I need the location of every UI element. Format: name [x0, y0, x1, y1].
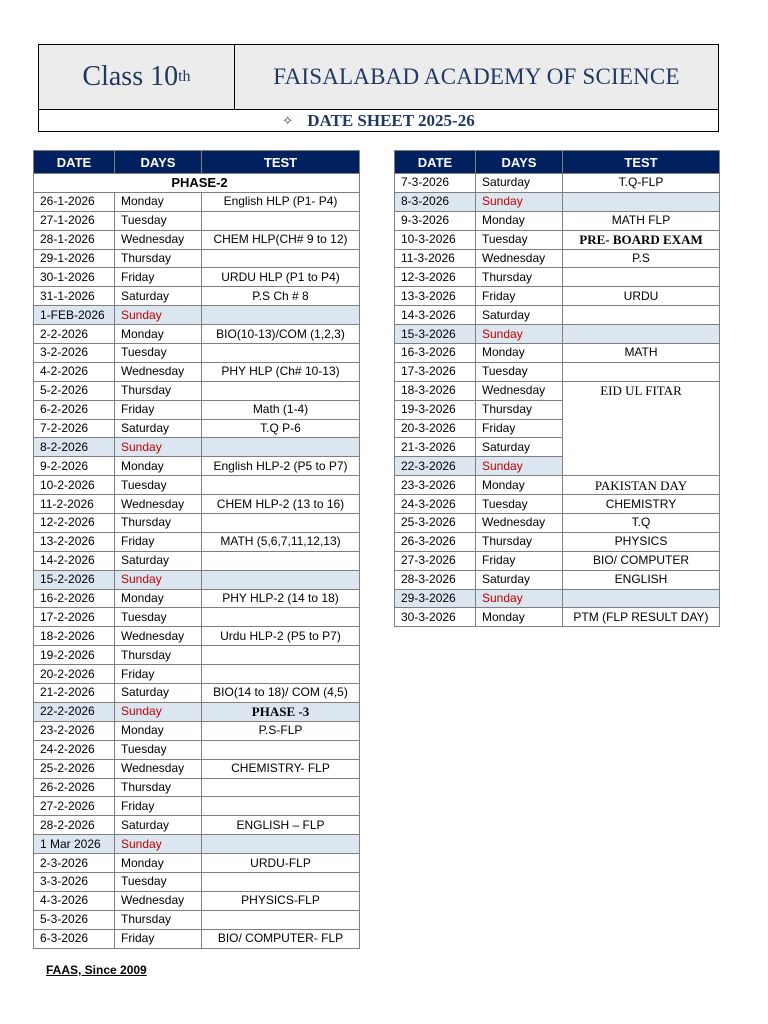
test-cell: EID UL FITAR — [563, 381, 720, 475]
day-cell: Tuesday — [476, 362, 563, 381]
date-cell: 6-2-2026 — [34, 400, 115, 419]
diamond-bullet-icon: ✧ — [282, 113, 294, 128]
table-row — [34, 344, 360, 363]
day-cell: Saturday — [115, 287, 202, 306]
test-cell: PRE- BOARD EXAM — [563, 230, 720, 249]
date-cell: 7-3-2026 — [395, 174, 476, 193]
test-cell: URDU HLP (P1 to P4) — [202, 268, 360, 287]
day-cell: Sunday — [115, 702, 202, 721]
date-cell: 28-1-2026 — [34, 230, 115, 249]
date-cell: 21-2-2026 — [34, 684, 115, 703]
table-row — [34, 495, 360, 514]
date-cell: 13-2-2026 — [34, 532, 115, 551]
date-cell: 10-3-2026 — [395, 230, 476, 249]
test-cell — [202, 211, 360, 230]
table-row — [34, 740, 360, 759]
table-row — [395, 174, 720, 193]
test-cell: BIO(10-13)/COM (1,2,3) — [202, 325, 360, 344]
date-cell: 22-3-2026 — [395, 457, 476, 476]
right-table-body — [395, 174, 720, 627]
table-row — [34, 457, 360, 476]
table-row — [34, 872, 360, 891]
date-cell: 20-2-2026 — [34, 665, 115, 684]
table-row — [34, 211, 360, 230]
date-cell: 21-3-2026 — [395, 438, 476, 457]
test-cell: URDU-FLP — [202, 854, 360, 873]
table-row — [34, 608, 360, 627]
phase-label: PHASE-2 — [34, 174, 360, 193]
col-date-header: DATE — [395, 151, 476, 174]
test-cell: T.Q-FLP — [563, 174, 720, 193]
day-cell: Tuesday — [115, 476, 202, 495]
table-row — [34, 797, 360, 816]
page-header — [38, 44, 719, 132]
test-cell — [202, 344, 360, 363]
date-cell: 2-3-2026 — [34, 854, 115, 873]
day-cell: Sunday — [476, 457, 563, 476]
test-cell: ENGLISH — [563, 570, 720, 589]
date-cell: 5-3-2026 — [34, 910, 115, 929]
day-cell: Sunday — [115, 835, 202, 854]
date-cell: 28-3-2026 — [395, 570, 476, 589]
test-cell — [202, 438, 360, 457]
table-row — [34, 438, 360, 457]
table-row — [395, 362, 720, 381]
day-cell: Sunday — [476, 192, 563, 211]
date-cell: 8-2-2026 — [34, 438, 115, 457]
header-top-band — [39, 45, 718, 110]
test-cell — [202, 665, 360, 684]
test-cell — [202, 306, 360, 325]
day-cell: Friday — [115, 532, 202, 551]
test-cell: CHEMISTRY — [563, 495, 720, 514]
table-row — [395, 344, 720, 363]
left-date-table — [33, 150, 360, 949]
day-cell: Monday — [115, 721, 202, 740]
date-cell: 1 Mar 2026 — [34, 835, 115, 854]
day-cell: Thursday — [476, 268, 563, 287]
day-cell: Thursday — [476, 400, 563, 419]
day-cell: Saturday — [476, 438, 563, 457]
day-cell: Saturday — [115, 684, 202, 703]
test-cell: PTM (FLP RESULT DAY) — [563, 608, 720, 627]
date-cell: 14-2-2026 — [34, 551, 115, 570]
date-cell: 18-2-2026 — [34, 627, 115, 646]
test-cell: Math (1-4) — [202, 400, 360, 419]
date-cell: 7-2-2026 — [34, 419, 115, 438]
date-cell: 9-3-2026 — [395, 211, 476, 230]
table-row — [34, 910, 360, 929]
test-cell: T.Q — [563, 514, 720, 533]
day-cell: Monday — [476, 608, 563, 627]
date-cell: 28-2-2026 — [34, 816, 115, 835]
test-cell — [202, 646, 360, 665]
test-cell: PHYSICS-FLP — [202, 891, 360, 910]
day-cell: Tuesday — [115, 608, 202, 627]
date-cell: 9-2-2026 — [34, 457, 115, 476]
day-cell: Thursday — [115, 381, 202, 400]
date-cell: 27-3-2026 — [395, 551, 476, 570]
date-cell: 5-2-2026 — [34, 381, 115, 400]
date-cell: 11-2-2026 — [34, 495, 115, 514]
test-cell: MATH — [563, 344, 720, 363]
day-cell: Sunday — [476, 325, 563, 344]
table-header-row — [395, 151, 720, 174]
day-cell: Sunday — [115, 438, 202, 457]
test-cell: English HLP-2 (P5 to P7) — [202, 457, 360, 476]
day-cell: Wednesday — [476, 381, 563, 400]
date-cell: 30-3-2026 — [395, 608, 476, 627]
test-cell — [563, 306, 720, 325]
test-cell — [202, 608, 360, 627]
date-cell: 12-3-2026 — [395, 268, 476, 287]
col-date-header: DATE — [34, 151, 115, 174]
table-row — [395, 287, 720, 306]
table-row — [34, 306, 360, 325]
table-row — [34, 325, 360, 344]
table-row — [395, 249, 720, 268]
date-cell: 26-1-2026 — [34, 192, 115, 211]
table-row — [395, 551, 720, 570]
date-cell: 27-1-2026 — [34, 211, 115, 230]
left-table-body — [34, 174, 360, 949]
date-cell: 18-3-2026 — [395, 381, 476, 400]
date-cell: 4-2-2026 — [34, 362, 115, 381]
test-cell — [202, 835, 360, 854]
date-cell: 2-2-2026 — [34, 325, 115, 344]
col-days-header: DAYS — [476, 151, 563, 174]
day-cell: Tuesday — [476, 495, 563, 514]
table-row — [34, 551, 360, 570]
sheet-title — [39, 110, 718, 132]
date-cell: 14-3-2026 — [395, 306, 476, 325]
table-row — [395, 495, 720, 514]
test-cell: PHY HLP-2 (14 to 18) — [202, 589, 360, 608]
day-cell: Friday — [476, 419, 563, 438]
test-cell — [202, 872, 360, 891]
table-row — [34, 287, 360, 306]
test-cell: Urdu HLP-2 (P5 to P7) — [202, 627, 360, 646]
date-cell: 19-3-2026 — [395, 400, 476, 419]
date-cell: 4-3-2026 — [34, 891, 115, 910]
test-cell: CHEMISTRY- FLP — [202, 759, 360, 778]
day-cell: Monday — [476, 344, 563, 363]
day-cell: Saturday — [476, 306, 563, 325]
date-cell: 23-2-2026 — [34, 721, 115, 740]
table-row — [34, 419, 360, 438]
day-cell: Tuesday — [115, 344, 202, 363]
table-row — [34, 570, 360, 589]
test-cell: CHEM HLP-2 (13 to 16) — [202, 495, 360, 514]
table-row — [34, 702, 360, 721]
day-cell: Wednesday — [476, 249, 563, 268]
test-cell — [202, 551, 360, 570]
table-row — [395, 230, 720, 249]
date-cell: 10-2-2026 — [34, 476, 115, 495]
date-cell: 24-3-2026 — [395, 495, 476, 514]
table-row — [34, 665, 360, 684]
table-row — [34, 646, 360, 665]
date-cell: 26-2-2026 — [34, 778, 115, 797]
test-cell — [563, 192, 720, 211]
date-cell: 25-2-2026 — [34, 759, 115, 778]
day-cell: Wednesday — [115, 891, 202, 910]
table-row — [34, 268, 360, 287]
table-row — [34, 230, 360, 249]
table-row — [34, 249, 360, 268]
table-row — [395, 589, 720, 608]
day-cell: Sunday — [115, 570, 202, 589]
test-cell: BIO/ COMPUTER — [563, 551, 720, 570]
test-cell — [202, 910, 360, 929]
day-cell: Friday — [115, 400, 202, 419]
test-cell — [202, 249, 360, 268]
date-cell: 25-3-2026 — [395, 514, 476, 533]
date-cell: 12-2-2026 — [34, 514, 115, 533]
col-test-header: TEST — [202, 151, 360, 174]
day-cell: Saturday — [115, 419, 202, 438]
day-cell: Wednesday — [115, 495, 202, 514]
day-cell: Tuesday — [115, 740, 202, 759]
date-cell: 15-2-2026 — [34, 570, 115, 589]
day-cell: Friday — [115, 268, 202, 287]
day-cell: Saturday — [115, 816, 202, 835]
day-cell: Monday — [476, 211, 563, 230]
test-cell — [202, 476, 360, 495]
date-cell: 17-2-2026 — [34, 608, 115, 627]
day-cell: Thursday — [115, 910, 202, 929]
test-cell — [563, 589, 720, 608]
test-cell: MATH FLP — [563, 211, 720, 230]
table-row — [34, 759, 360, 778]
date-cell: 11-3-2026 — [395, 249, 476, 268]
test-cell — [202, 381, 360, 400]
table-row — [395, 325, 720, 344]
class-label-text: Class 10 — [82, 61, 179, 92]
date-cell: 13-3-2026 — [395, 287, 476, 306]
footer-note: FAAS, Since 2009 — [46, 963, 147, 977]
table-row — [34, 891, 360, 910]
day-cell: Saturday — [476, 570, 563, 589]
table-row — [34, 627, 360, 646]
test-cell — [563, 325, 720, 344]
test-cell: BIO(14 to 18)/ COM (4,5) — [202, 684, 360, 703]
day-cell: Wednesday — [115, 627, 202, 646]
date-cell: 17-3-2026 — [395, 362, 476, 381]
test-cell: P.S Ch # 8 — [202, 287, 360, 306]
test-cell — [563, 268, 720, 287]
date-cell: 29-1-2026 — [34, 249, 115, 268]
table-row — [395, 211, 720, 230]
test-cell: PHASE -3 — [202, 702, 360, 721]
day-cell: Tuesday — [115, 872, 202, 891]
table-row — [34, 362, 360, 381]
table-row — [395, 532, 720, 551]
test-cell: MATH (5,6,7,11,12,13) — [202, 532, 360, 551]
date-cell: 24-2-2026 — [34, 740, 115, 759]
date-cell: 20-3-2026 — [395, 419, 476, 438]
test-cell: PHY HLP (Ch# 10-13) — [202, 362, 360, 381]
date-cell: 16-3-2026 — [395, 344, 476, 363]
date-cell: 29-3-2026 — [395, 589, 476, 608]
date-cell: 26-3-2026 — [395, 532, 476, 551]
day-cell: Monday — [476, 476, 563, 495]
test-cell: URDU — [563, 287, 720, 306]
table-row — [34, 854, 360, 873]
date-cell: 27-2-2026 — [34, 797, 115, 816]
day-cell: Thursday — [115, 249, 202, 268]
day-cell: Wednesday — [115, 759, 202, 778]
table-row — [34, 835, 360, 854]
date-cell: 16-2-2026 — [34, 589, 115, 608]
date-cell: 19-2-2026 — [34, 646, 115, 665]
date-cell: 8-3-2026 — [395, 192, 476, 211]
date-cell: 30-1-2026 — [34, 268, 115, 287]
day-cell: Thursday — [115, 646, 202, 665]
table-row — [34, 532, 360, 551]
day-cell: Thursday — [115, 514, 202, 533]
table-row — [34, 778, 360, 797]
day-cell: Wednesday — [115, 362, 202, 381]
test-cell: BIO/ COMPUTER- FLP — [202, 929, 360, 948]
test-cell: ENGLISH – FLP — [202, 816, 360, 835]
test-cell — [202, 797, 360, 816]
day-cell: Friday — [115, 665, 202, 684]
test-cell: P.S-FLP — [202, 721, 360, 740]
date-cell: 31-1-2026 — [34, 287, 115, 306]
test-cell: P.S — [563, 249, 720, 268]
table-row — [34, 192, 360, 211]
table-row — [395, 381, 720, 400]
right-date-table — [394, 150, 720, 627]
col-test-header: TEST — [563, 151, 720, 174]
table-row — [395, 476, 720, 495]
day-cell: Sunday — [115, 306, 202, 325]
table-row — [34, 514, 360, 533]
day-cell: Monday — [115, 325, 202, 344]
day-cell: Friday — [476, 287, 563, 306]
table-row — [395, 608, 720, 627]
test-cell — [202, 570, 360, 589]
day-cell: Friday — [476, 551, 563, 570]
date-cell: 22-2-2026 — [34, 702, 115, 721]
day-cell: Monday — [115, 589, 202, 608]
table-row — [34, 816, 360, 835]
table-row — [34, 929, 360, 948]
day-cell: Sunday — [476, 589, 563, 608]
table-row — [34, 684, 360, 703]
table-row — [395, 570, 720, 589]
day-cell: Wednesday — [115, 230, 202, 249]
day-cell: Monday — [115, 192, 202, 211]
table-row — [395, 268, 720, 287]
date-cell: 15-3-2026 — [395, 325, 476, 344]
table-row — [395, 192, 720, 211]
test-cell: English HLP (P1- P4) — [202, 192, 360, 211]
date-cell: 23-3-2026 — [395, 476, 476, 495]
test-cell: PHYSICS — [563, 532, 720, 551]
col-days-header: DAYS — [115, 151, 202, 174]
date-cell: 1-FEB-2026 — [34, 306, 115, 325]
class-label: Class 10 th — [39, 45, 235, 109]
sheet-title-text: DATE SHEET 2025-26 — [307, 111, 475, 130]
table-row — [34, 400, 360, 419]
day-cell: Friday — [115, 929, 202, 948]
day-cell: Saturday — [115, 551, 202, 570]
table-row — [34, 589, 360, 608]
day-cell: Monday — [115, 854, 202, 873]
test-cell — [202, 740, 360, 759]
test-cell: CHEM HLP(CH# 9 to 12) — [202, 230, 360, 249]
table-header-row — [34, 151, 360, 174]
test-cell: T.Q P-6 — [202, 419, 360, 438]
table-row — [34, 476, 360, 495]
day-cell: Thursday — [476, 532, 563, 551]
test-cell — [202, 514, 360, 533]
day-cell: Tuesday — [476, 230, 563, 249]
test-cell: PAKISTAN DAY — [563, 476, 720, 495]
test-cell — [202, 778, 360, 797]
day-cell: Monday — [115, 457, 202, 476]
day-cell: Thursday — [115, 778, 202, 797]
day-cell: Saturday — [476, 174, 563, 193]
school-name: FAISALABAD ACADEMY OF SCIENCE — [273, 64, 680, 89]
day-cell: Wednesday — [476, 514, 563, 533]
table-row — [395, 514, 720, 533]
table-row — [34, 381, 360, 400]
table-row — [395, 306, 720, 325]
date-cell: 3-2-2026 — [34, 344, 115, 363]
phase-row — [34, 174, 360, 193]
table-row — [34, 721, 360, 740]
day-cell: Friday — [115, 797, 202, 816]
date-cell: 3-3-2026 — [34, 872, 115, 891]
test-cell — [563, 362, 720, 381]
day-cell: Tuesday — [115, 211, 202, 230]
date-cell: 6-3-2026 — [34, 929, 115, 948]
